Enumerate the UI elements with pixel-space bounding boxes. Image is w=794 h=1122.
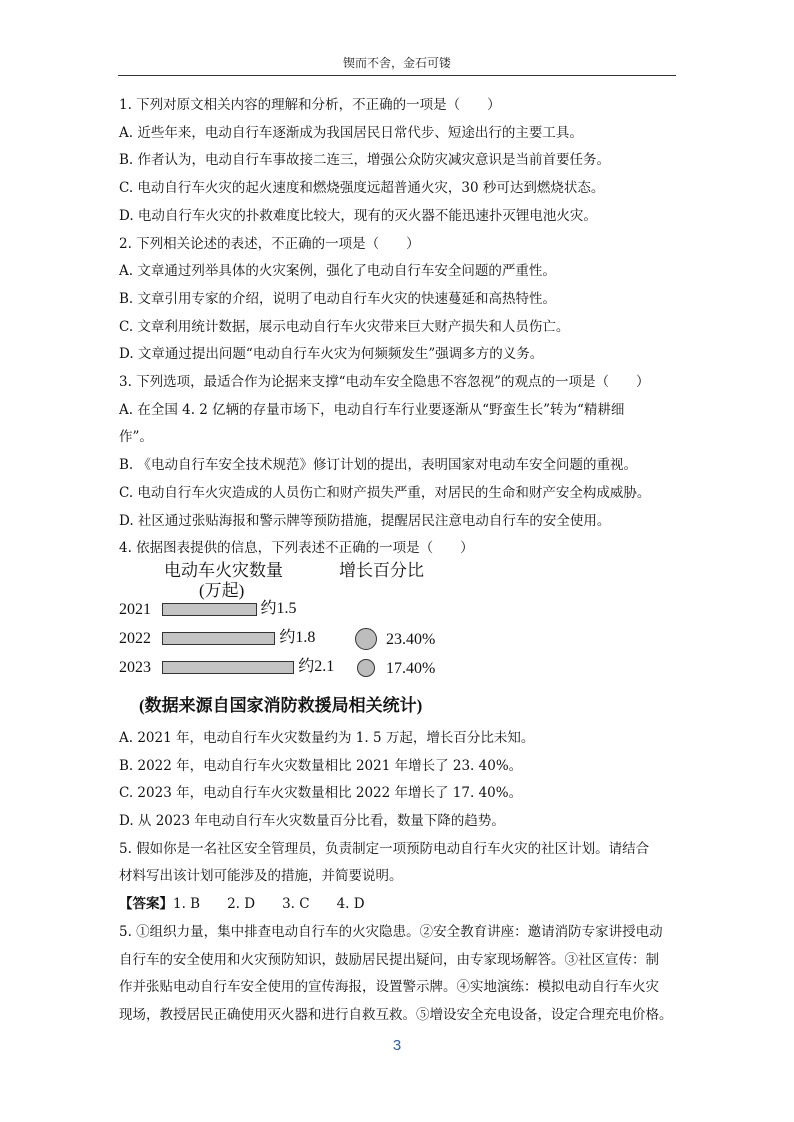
answer-q5-line4: 现场，教授居民正确使用灭火器和进行自救互救。⑤增设安全充电设备，设定合理充电价格。 (119, 1006, 673, 1023)
page-number: 3 (392, 1037, 402, 1054)
answer-q5-line2: 自行车的安全使用和火灾预防知识，鼓励居民提出疑问，由专家现场解答。③社区宣传：制 (119, 951, 659, 968)
chart-title-left-unit: (万起) (199, 580, 245, 600)
q1-option-c: C. 电动自行车火灾的起火速度和燃烧强度远超普通火灾，30 秒可达到燃烧状态。 (119, 180, 605, 197)
chart-year-label: 2021 (119, 600, 151, 618)
q4-option-d: D. 从 2023 年电动自行车火灾数量百分比看，数量下降的趋势。 (119, 813, 505, 830)
q2-option-c: C. 文章利用统计数据，展示电动自行车火灾带来巨大财产损失和人员伤亡。 (119, 318, 570, 335)
q3-option-b: B. 《电动自行车安全技术规范》修订计划的提出，表明国家对电动车安全问题的重视。 (119, 457, 638, 474)
chart-growth-dot (357, 659, 376, 678)
header-rule (118, 75, 676, 76)
chart-bar (162, 632, 275, 645)
chart-source: (数据来源自国家消防救援局相关统计) (139, 695, 423, 715)
q4-option-a: A. 2021 年，电动自行车火灾数量约为 1. 5 万起，增长百分比未知。 (119, 729, 535, 746)
q3-option-a-line2: 作”。 (119, 429, 153, 446)
chart-growth-label: 23.40% (386, 630, 436, 648)
chart-bar (162, 603, 257, 616)
q4-option-c: C. 2023 年，电动自行车火灾数量相比 2022 年增长了 17. 40%。 (119, 785, 523, 802)
chart-value-label: 约1.8 (279, 628, 316, 646)
chart-growth-dot (355, 628, 378, 651)
q2-option-d: D. 文章通过提出问题“电动自行车火灾为何频频发生”强调多方的义务。 (119, 346, 544, 363)
answer-label: 【答案】 (119, 896, 173, 913)
chart-value-label: 约2.1 (298, 657, 335, 675)
q1-stem: 1. 下列对原文相关内容的理解和分析，不正确的一项是（ ） (119, 97, 501, 113)
q3-option-a-line1: A. 在全国 4. 2 亿辆的存量市场下，电动自行车行业要逐渐从“野蛮生长”转为“精耕细 (119, 401, 625, 418)
q3-stem: 3. 下列选项，最适合作为论据来支撑“电动车安全隐患不容忽视”的观点的一项是（ ） (119, 374, 650, 391)
q1-option-d: D. 电动自行车火灾的扑救难度比较大，现有的灭火器不能迅速扑灭锂电池火灾。 (119, 207, 597, 224)
q5-stem-line2: 材料写出该计划可能涉及的措施，并简要说明。 (119, 868, 403, 885)
chart-year-label: 2022 (119, 629, 151, 647)
q3-option-c: C. 电动自行车火灾造成的人员伤亡和财产损失严重，对居民的生命和财产安全构成威胁。 (119, 484, 651, 501)
page-header: 锲而不舍，金石可镂 (342, 56, 451, 70)
answer-q5-line3: 作并张贴电动自行车安全使用的宣传海报，设置警示牌。④实地演练：模拟电动自行车火灾 (119, 979, 659, 996)
q1-option-b: B. 作者认为，电动自行车事故接二连三，增强公众防灾减灾意识是当前首要任务。 (119, 152, 611, 169)
q2-option-a: A. 文章通过列举具体的火灾案例，强化了电动自行车安全问题的严重性。 (119, 263, 556, 280)
document-body (119, 92, 679, 1030)
q4-option-b: B. 2022 年，电动自行车火灾数量相比 2021 年增长了 23. 40%。 (119, 757, 523, 774)
fire-count-chart (119, 560, 679, 725)
answer-items: 1. B 2. D 3. C 4. D (173, 896, 365, 913)
answer-key (119, 891, 679, 919)
q4-stem: 4. 依据图表提供的信息，下列表述不正确的一项是（ ） (119, 540, 474, 557)
chart-title-left: 电动车火灾数量 (164, 560, 283, 580)
answer-q5-line1: 5. ①组织力量，集中排查电动自行车的火灾隐患。②安全教育讲座：邀请消防专家讲授电动 (119, 923, 663, 940)
q2-stem: 2. 下列相关论述的表述，不正确的一项是（ ） (119, 235, 420, 252)
q1-option-a: A. 近些年来，电动自行车逐渐成为我国居民日常代步、短途出行的主要工具。 (119, 124, 583, 141)
q2-option-b: B. 文章引用专家的介绍，说明了电动自行车火灾的快速蔓延和高热特性。 (119, 290, 557, 307)
q3-option-d: D. 社区通过张贴海报和警示牌等预防措施，提醒居民注意电动自行车的安全使用。 (119, 512, 611, 529)
chart-growth-label: 17.40% (386, 659, 436, 677)
chart-value-label: 约1.5 (260, 599, 297, 617)
chart-year-label: 2023 (119, 658, 151, 676)
chart-bar (162, 661, 294, 674)
q5-stem-line1: 5. 假如你是一名社区安全管理员，负责制定一项预防电动自行车火灾的社区计划。请结合 (119, 840, 650, 857)
chart-title-right: 增长百分比 (339, 560, 424, 580)
